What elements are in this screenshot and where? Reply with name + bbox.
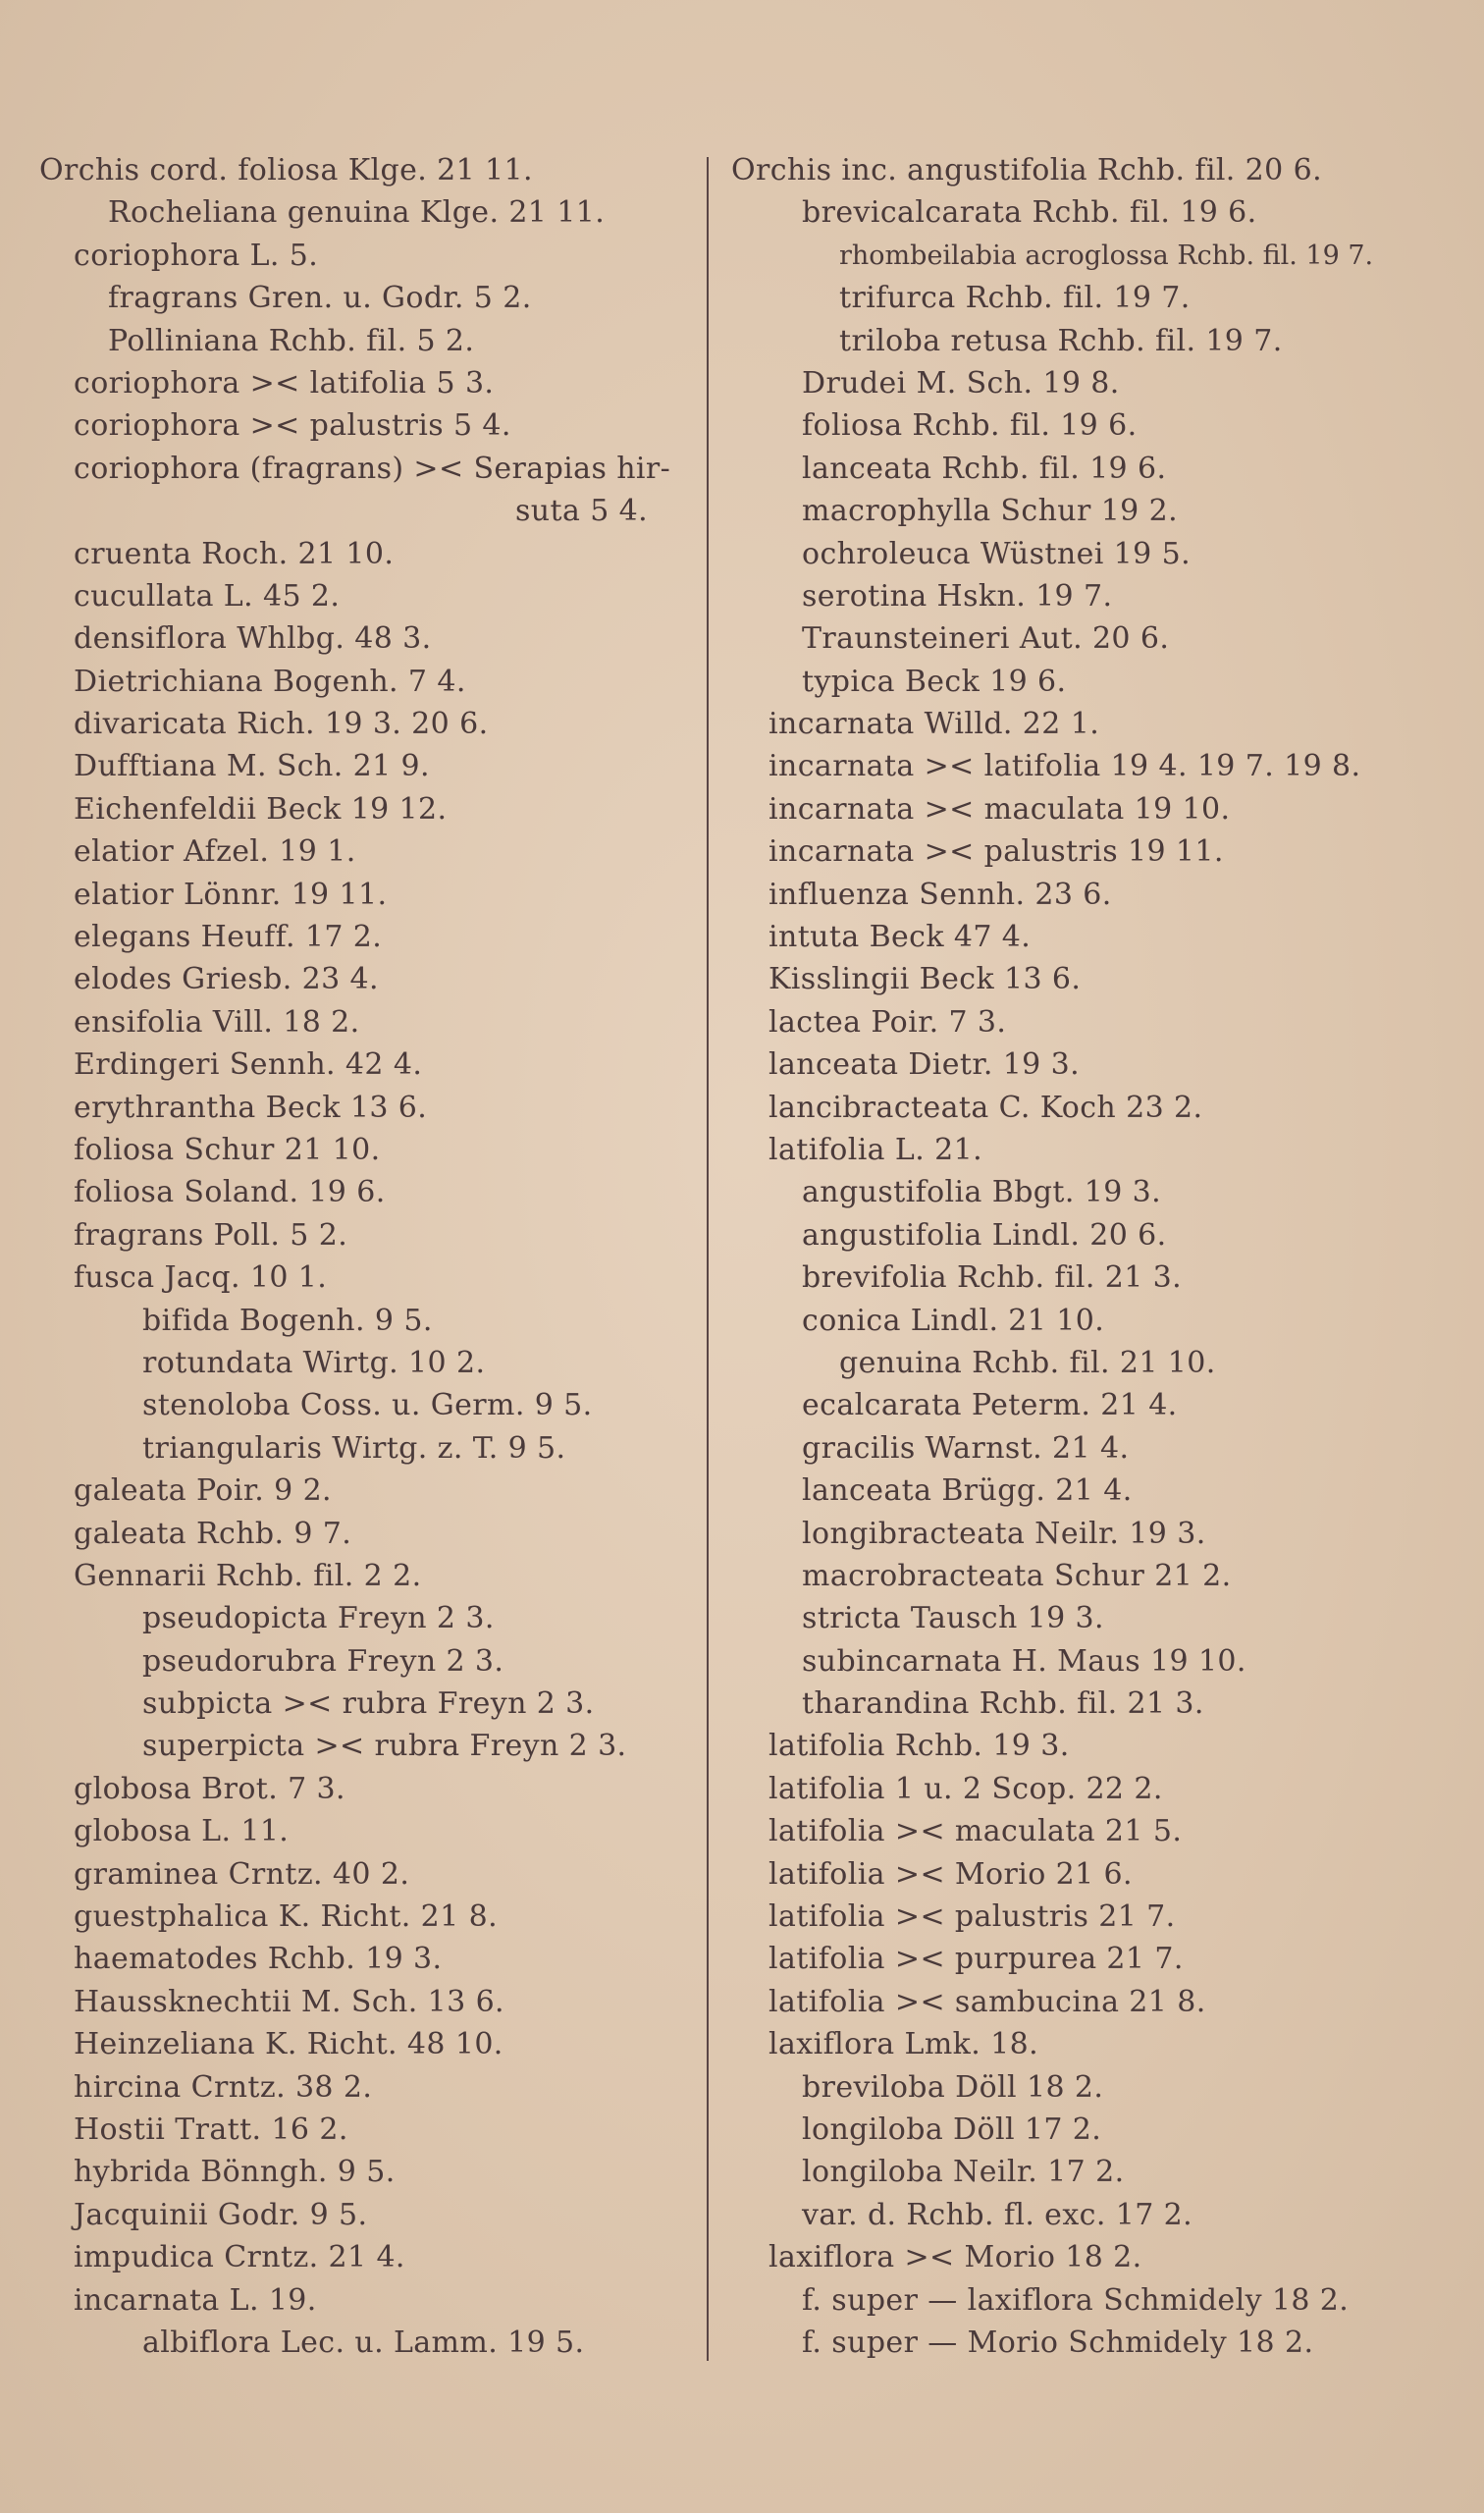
index-entry: densiflora Whlbg. 48 3. <box>74 621 432 657</box>
index-entry: breviloba Döll 18 2. <box>802 2069 1104 2105</box>
index-entry: intuta Beck 47 4. <box>768 920 1032 955</box>
index-entry: Orchis cord. foliosa Klge. 21 11. <box>39 153 533 187</box>
index-entry: Drudei M. Sch. 19 8. <box>802 365 1120 401</box>
index-entry: Kisslingii Beck 13 6. <box>768 962 1082 997</box>
index-entry: Dietrichiana Bogenh. 7 4. <box>74 664 466 699</box>
index-entry: stenoloba Coss. u. Germ. 9 5. <box>142 1388 593 1423</box>
index-entry: angustifolia Lindl. 20 6. <box>802 1217 1167 1253</box>
index-entry: cucullata L. 45 2. <box>74 578 341 614</box>
index-entry: Haussknechtii M. Sch. 13 6. <box>74 1984 504 2019</box>
index-entry: triangularis Wirtg. z. T. 9 5. <box>142 1430 566 1466</box>
index-entry: fragrans Poll. 5 2. <box>74 1217 348 1253</box>
index-entry: Eichenfeldii Beck 19 12. <box>74 791 448 827</box>
index-entry: angustifolia Bbgt. 19 3. <box>802 1175 1162 1210</box>
index-entry: typica Beck 19 6. <box>802 664 1067 699</box>
index-entry: latifolia >< palustris 21 7. <box>768 1899 1176 1935</box>
index-entry: incarnata >< latifolia 19 4. 19 7. 19 8. <box>768 749 1361 784</box>
index-entry: elodes Griesb. 23 4. <box>74 962 379 997</box>
index-entry: rotundata Wirtg. 10 2. <box>142 1345 486 1380</box>
index-entry: elatior Lönnr. 19 11. <box>74 877 388 912</box>
right-index-column <box>731 149 1477 2364</box>
index-entry: subpicta >< rubra Freyn 2 3. <box>142 1686 595 1722</box>
index-entry: albiflora Lec. u. Lamm. 19 5. <box>142 2325 585 2360</box>
index-entry: hybrida Bönngh. 9 5. <box>74 2155 396 2190</box>
index-entry: foliosa Rchb. fil. 19 6. <box>802 408 1138 444</box>
index-entry: elatior Afzel. 19 1. <box>74 834 356 870</box>
index-entry: galeata Poir. 9 2. <box>74 1473 332 1509</box>
index-entry: ochroleuca Wüstnei 19 5. <box>802 536 1192 571</box>
index-entry: coriophora L. 5. <box>74 238 319 273</box>
index-entry: lanceata Dietr. 19 3. <box>768 1047 1081 1083</box>
index-entry: fragrans Gren. u. Godr. 5 2. <box>108 281 532 316</box>
index-entry: subincarnata H. Maus 19 10. <box>802 1643 1246 1679</box>
index-entry: Rocheliana genuina Klge. 21 11. <box>108 195 606 231</box>
index-entry: Gennarii Rchb. fil. 2 2. <box>74 1558 422 1593</box>
index-entry: foliosa Schur 21 10. <box>74 1132 381 1167</box>
index-entry: rhombeilabia acroglossa Rchb. fil. 19 7. <box>839 240 1374 271</box>
index-entry: laxiflora >< Morio 18 2. <box>768 2240 1142 2275</box>
index-entry: superpicta >< rubra Freyn 2 3. <box>142 1729 627 1764</box>
index-entry: coriophora (fragrans) >< Serapias hir- <box>74 451 671 486</box>
index-entry: incarnata Willd. 22 1. <box>768 707 1100 742</box>
index-entry: brevicalcarata Rchb. fil. 19 6. <box>802 195 1257 231</box>
index-entry: f. super — laxiflora Schmidely 18 2. <box>802 2282 1350 2318</box>
index-entry: stricta Tausch 19 3. <box>802 1601 1104 1636</box>
index-entry: foliosa Soland. 19 6. <box>74 1175 386 1210</box>
index-entry: latifolia >< maculata 21 5. <box>768 1814 1183 1849</box>
index-entry: pseudopicta Freyn 2 3. <box>142 1601 495 1636</box>
index-entry: globosa L. 11. <box>74 1814 290 1849</box>
index-entry: trifurca Rchb. fil. 19 7. <box>839 281 1191 316</box>
index-entry: hircina Crntz. 38 2. <box>74 2069 373 2105</box>
index-entry: gracilis Warnst. 21 4. <box>802 1430 1130 1466</box>
index-entry: Heinzeliana K. Richt. 48 10. <box>74 2027 504 2062</box>
index-entry: incarnata >< palustris 19 11. <box>768 834 1224 870</box>
index-entry: Orchis inc. angustifolia Rchb. fil. 20 6. <box>731 153 1323 187</box>
index-entry: lancibracteata C. Koch 23 2. <box>768 1090 1203 1125</box>
index-entry: latifolia >< sambucina 21 8. <box>768 1984 1206 2019</box>
index-entry: longiloba Döll 17 2. <box>802 2112 1102 2147</box>
left-index-column <box>39 149 707 2364</box>
index-entry: coriophora >< latifolia 5 3. <box>74 365 495 401</box>
index-entry: fusca Jacq. 10 1. <box>74 1260 328 1296</box>
index-entry: haematodes Rchb. 19 3. <box>74 1942 443 1977</box>
index-entry-continuation: suta 5 4. <box>515 494 649 529</box>
index-entry: ecalcarata Peterm. 21 4. <box>802 1388 1178 1423</box>
column-divider <box>707 157 709 2361</box>
index-entry: divaricata Rich. 19 3. 20 6. <box>74 707 489 742</box>
index-entry: latifolia Rchb. 19 3. <box>768 1729 1070 1764</box>
index-entry: bifida Bogenh. 9 5. <box>142 1303 433 1338</box>
index-entry: Hostii Tratt. 16 2. <box>74 2112 348 2147</box>
index-entry: incarnata L. 19. <box>74 2282 317 2318</box>
index-entry: var. d. Rchb. fl. exc. 17 2. <box>802 2197 1193 2232</box>
index-entry: latifolia 1 u. 2 Scop. 22 2. <box>768 1771 1163 1806</box>
index-entry: triloba retusa Rchb. fil. 19 7. <box>839 323 1283 358</box>
index-entry: longiloba Neilr. 17 2. <box>802 2155 1125 2190</box>
index-entry: macrobracteata Schur 21 2. <box>802 1558 1232 1593</box>
index-entry: guestphalica K. Richt. 21 8. <box>74 1899 499 1935</box>
index-entry: graminea Crntz. 40 2. <box>74 1856 410 1892</box>
index-entry: impudica Crntz. 21 4. <box>74 2240 405 2275</box>
index-entry: lanceata Rchb. fil. 19 6. <box>802 451 1167 486</box>
index-entry: Erdingeri Sennh. 42 4. <box>74 1047 423 1083</box>
index-entry: brevifolia Rchb. fil. 21 3. <box>802 1260 1183 1296</box>
index-entry: ensifolia Vill. 18 2. <box>74 1004 360 1040</box>
index-entry: latifolia L. 21. <box>768 1132 983 1167</box>
index-entry: cruenta Roch. 21 10. <box>74 536 395 571</box>
index-entry: galeata Rchb. 9 7. <box>74 1516 352 1551</box>
index-entry: conica Lindl. 21 10. <box>802 1303 1105 1338</box>
index-entry: erythrantha Beck 13 6. <box>74 1090 428 1125</box>
index-entry: macrophylla Schur 19 2. <box>802 494 1179 529</box>
index-entry: longibracteata Neilr. 19 3. <box>802 1516 1206 1551</box>
index-entry: Jacquinii Godr. 9 5. <box>74 2197 368 2232</box>
index-entry: globosa Brot. 7 3. <box>74 1771 345 1806</box>
index-entry: elegans Heuff. 17 2. <box>74 920 383 955</box>
index-entry: tharandina Rchb. fil. 21 3. <box>802 1686 1204 1722</box>
index-entry: genuina Rchb. fil. 21 10. <box>839 1345 1216 1380</box>
index-entry: coriophora >< palustris 5 4. <box>74 408 511 444</box>
index-entry: pseudorubra Freyn 2 3. <box>142 1643 504 1679</box>
index-entry: Traunsteineri Aut. 20 6. <box>802 621 1170 657</box>
index-entry: serotina Hskn. 19 7. <box>802 578 1113 614</box>
index-entry: incarnata >< maculata 19 10. <box>768 791 1231 827</box>
index-entry: latifolia >< purpurea 21 7. <box>768 1942 1184 1977</box>
index-entry: influenza Sennh. 23 6. <box>768 877 1112 912</box>
index-entry: Polliniana Rchb. fil. 5 2. <box>108 323 475 358</box>
index-entry: f. super — Morio Schmidely 18 2. <box>802 2325 1314 2360</box>
index-entry: Dufftiana M. Sch. 21 9. <box>74 749 430 784</box>
index-entry: lanceata Brügg. 21 4. <box>802 1473 1133 1509</box>
index-entry: laxiflora Lmk. 18. <box>768 2027 1039 2062</box>
index-entry: lactea Poir. 7 3. <box>768 1004 1007 1040</box>
index-entry: latifolia >< Morio 21 6. <box>768 1856 1133 1892</box>
